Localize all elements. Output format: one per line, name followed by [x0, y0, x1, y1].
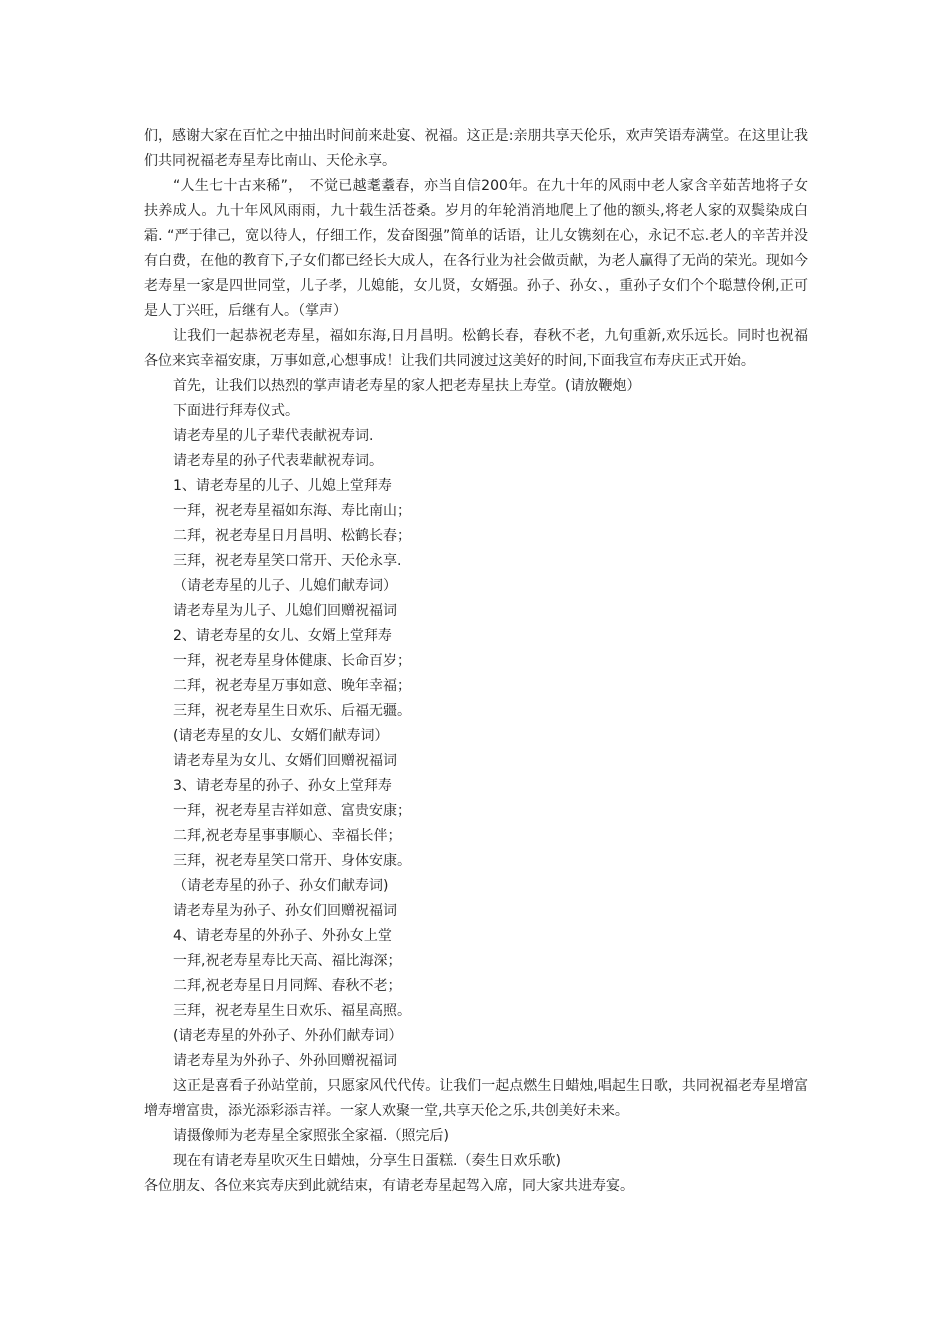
- line-reply: 请老寿星为儿子、儿媳们回赠祝福词: [173, 603, 397, 619]
- line-note: （请老寿星的儿子、儿媳们献寿词）: [173, 578, 397, 594]
- line-bow: 一拜,祝老寿星寿比天高、福比海深；: [173, 953, 402, 969]
- line-note: (请老寿星的外孙子、外孙们献寿词）: [173, 1028, 403, 1044]
- line-grandson-speech: 请老寿星的孙子代表辈献祝寿词。: [173, 453, 383, 469]
- line-bow: 二拜,祝老寿星事事顺心、幸福长伴；: [173, 828, 402, 844]
- line-son-speech: 请老寿星的儿子辈代表献祝寿词.: [173, 428, 374, 444]
- line-reply: 请老寿星为女儿、女婿们回赠祝福词: [173, 753, 397, 769]
- line-section-2: 2、请老寿星的女儿、女婿上堂拜寿: [173, 628, 392, 644]
- line-note: (请老寿星的女儿、女婿们献寿词）: [173, 728, 389, 744]
- line-bow: 一拜，祝老寿星身体健康、长命百岁；: [173, 653, 411, 669]
- line-firstly: 首先，让我们以热烈的掌声请老寿星的家人把老寿星扶上寿堂。(请放鞭炮）: [173, 378, 641, 394]
- line-photo: 请摄像师为老寿星全家照张全家福.（照完后): [173, 1128, 449, 1144]
- line-cake: 现在有请老寿星吹灭生日蜡烛，分享生日蛋糕.（奏生日欢乐歌): [173, 1153, 561, 1169]
- line-closing: 各位朋友、各位来宾寿庆到此就结束，有请老寿星起驾入席，同大家共进寿宴。: [144, 1178, 634, 1194]
- line-section-4: 4、请老寿星的外孙子、外孙女上堂: [173, 928, 392, 944]
- line-bow: 一拜，祝老寿星吉祥如意、富贵安康；: [173, 803, 411, 819]
- line-ceremony: 下面进行拜寿仪式。: [173, 403, 299, 419]
- line-note: （请老寿星的孙子、孙女们献寿词): [173, 878, 389, 894]
- line-bow: 三拜，祝老寿星生日欢乐、后福无疆。: [173, 703, 411, 719]
- line-reply: 请老寿星为外孙子、外孙回赠祝福词: [173, 1053, 397, 1069]
- line-bow: 三拜，祝老寿星笑口常开、天伦永享.: [173, 553, 402, 569]
- paragraph-biography: “人生七十古来稀”， 不觉已越耄耋春，亦当自信200年。在九十年的风雨中老人家含辛茹苦地将子女扶养成人。九十年风风雨雨，九十载生活苍桑。岁月的年轮消消地爬上了他的额头,将老人家的双鬓染成白霜. “严于律己，宽以待人，仔细工作，发奋图强”简单的话语，让儿女镌刻在心，永记不忘.老人的辛苦并没有白费，在他的教育下,子女们都已经长大成人，在各行业为社会做贡献，为老人赢得了无尚的荣光。现如今老寿星一家是四世同堂，儿子孝，儿媳能，女儿贤，女婿强。孙子、孙女、，重孙子女们个个聪慧伶俐,正可是人丁兴旺，后继有人。（掌声）: [144, 178, 808, 319]
- line-bow: 二拜,祝老寿星日月同辉、春秋不老；: [173, 978, 402, 994]
- line-bow: 一拜，祝老寿星福如东海、寿比南山；: [173, 503, 411, 519]
- paragraph-candles: 这正是喜看子孙站堂前，只愿家风代代传。让我们一起点燃生日蜡烛,唱起生日歌，共同祝福老寿星增富增寿增富贵，添光添彩添吉祥。一家人欢聚一堂,共享天伦之乐,共创美好未来。: [144, 1078, 808, 1119]
- line-bow: 二拜，祝老寿星万事如意、晚年幸福；: [173, 678, 411, 694]
- line-bow: 三拜，祝老寿星生日欢乐、福星高照。: [173, 1003, 411, 1019]
- line-section-1: 1、请老寿星的儿子、儿媳上堂拜寿: [173, 478, 392, 494]
- line-section-3: 3、请老寿星的孙子、孙女上堂拜寿: [173, 778, 392, 794]
- line-reply: 请老寿星为孙子、孙女们回赠祝福词: [173, 903, 397, 919]
- paragraph-opening: 们，感谢大家在百忙之中抽出时间前来赴宴、祝福。这正是:亲朋共享天伦乐，欢声笑语寿满堂。在这里让我们共同祝福老寿星寿比南山、天伦永享。: [144, 128, 808, 169]
- paragraph-blessing: 让我们一起恭祝老寿星，福如东海,日月昌明。松鹤长春，春秋不老，九旬重新,欢乐远长。同时也祝福各位来宾幸福安康，万事如意,心想事成！让我们共同渡过这美好的时间,下面我宣布寿庆正式开始。: [144, 328, 808, 369]
- document-body: [144, 124, 808, 1199]
- line-bow: 二拜，祝老寿星日月昌明、松鹤长春；: [173, 528, 411, 544]
- line-bow: 三拜，祝老寿星笑口常开、身体安康。: [173, 853, 411, 869]
